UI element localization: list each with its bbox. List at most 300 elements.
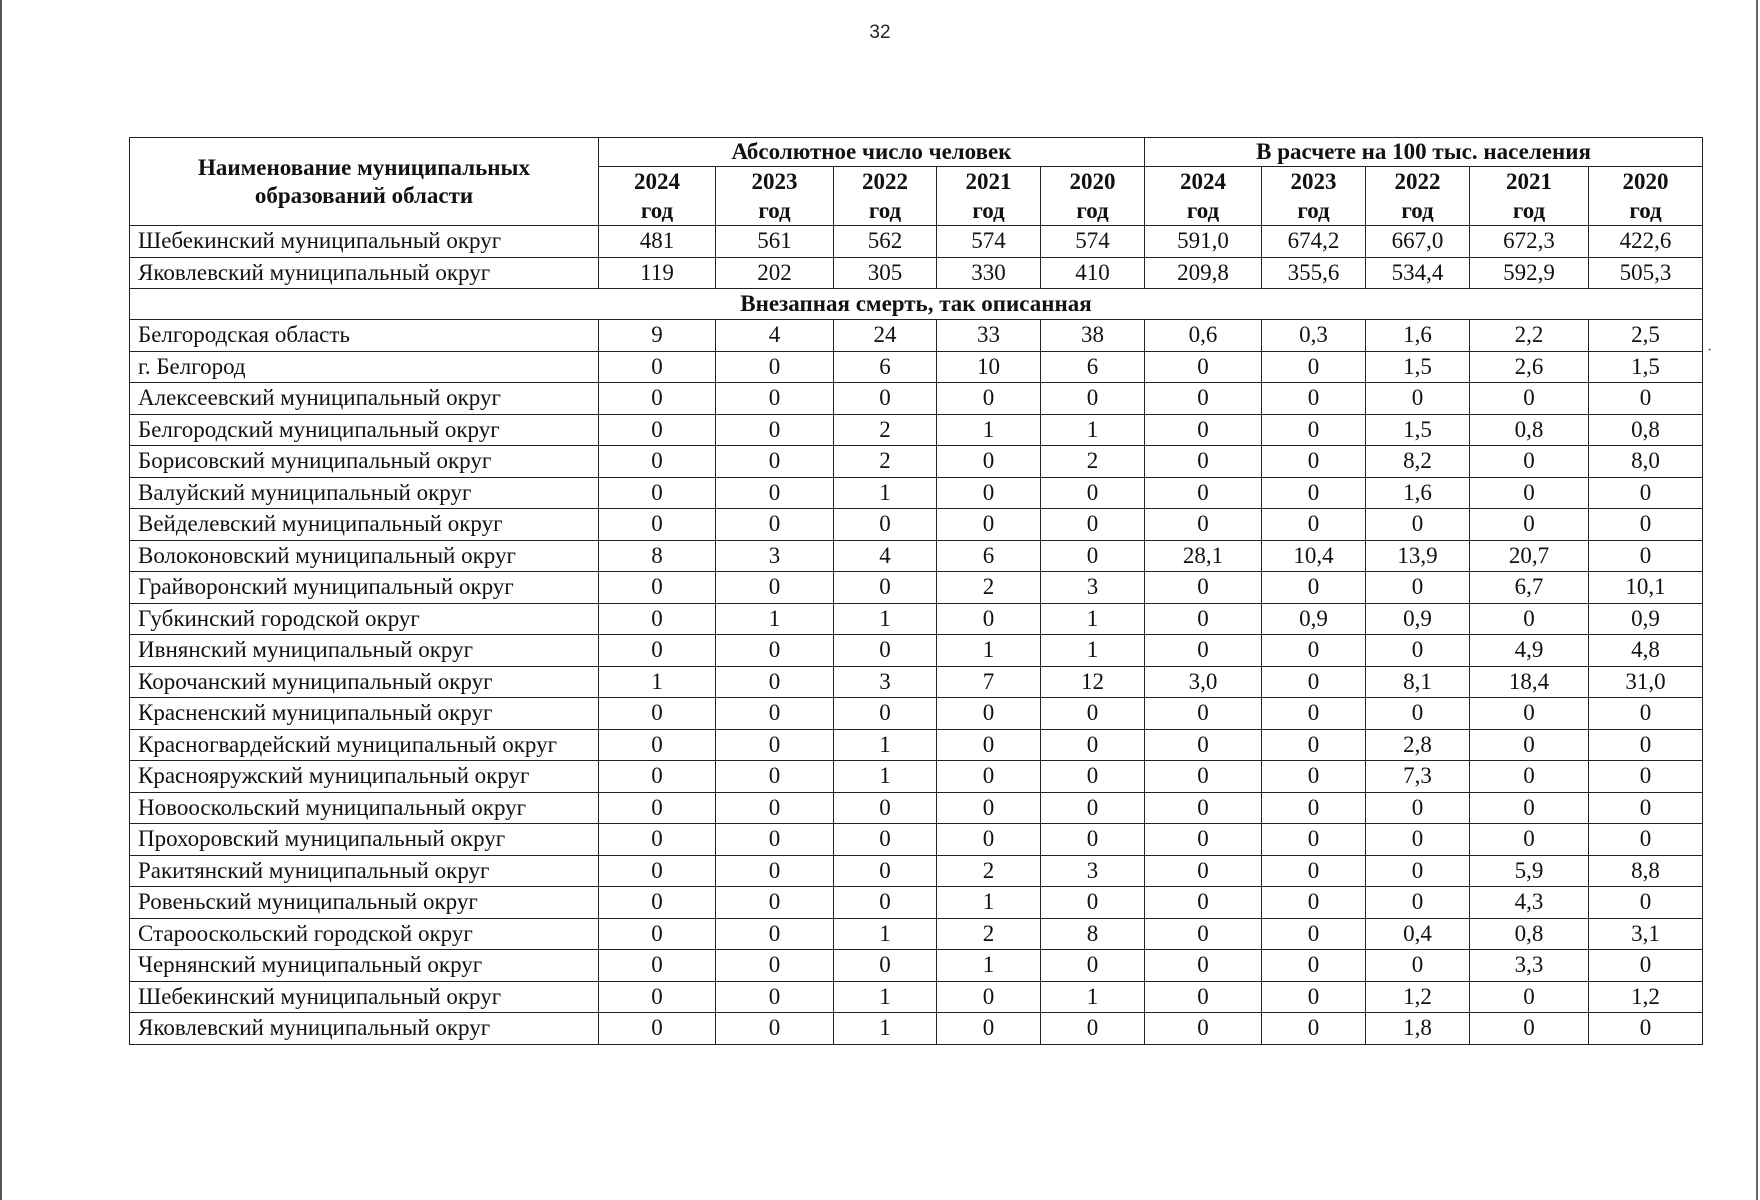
value-cell: 0 (1041, 1013, 1145, 1045)
year-word: год (1297, 198, 1330, 223)
value-cell: 0 (1262, 761, 1366, 793)
value-cell: 1 (834, 603, 937, 635)
year-word: год (1512, 198, 1546, 223)
value-cell: 8,1 (1366, 666, 1470, 698)
value-cell: 0 (716, 729, 834, 761)
value-cell: 28,1 (1145, 540, 1262, 572)
value-cell: 0 (1041, 887, 1145, 919)
year-word: год (1629, 198, 1662, 223)
value-cell: 534,4 (1366, 257, 1470, 289)
value-cell: 0 (1366, 824, 1470, 856)
value-cell: 0 (1589, 761, 1703, 793)
table-row (130, 540, 1703, 572)
value-cell: 0 (716, 950, 834, 982)
value-cell: 2 (937, 572, 1041, 604)
table-row (130, 414, 1703, 446)
year-header-absolute (937, 167, 1041, 226)
municipality-name-cell: г. Белгород (130, 351, 599, 383)
value-cell: 0 (1262, 635, 1366, 667)
value-cell: 8 (599, 540, 716, 572)
year-word: год (1401, 198, 1434, 223)
statistics-table (129, 137, 1703, 1045)
value-cell: 0 (1366, 698, 1470, 730)
value-cell: 1 (834, 477, 937, 509)
year-header-per-100k (1262, 167, 1366, 226)
value-cell: 6 (937, 540, 1041, 572)
year-header-per-100k (1366, 167, 1470, 226)
municipality-name-cell: Вейделевский муниципальный округ (130, 509, 599, 541)
value-cell: 1,5 (1366, 351, 1470, 383)
table-row (130, 729, 1703, 761)
value-cell: 0 (1145, 887, 1262, 919)
value-cell: 0 (1589, 383, 1703, 415)
value-cell: 0 (1470, 824, 1589, 856)
value-cell: 3,0 (1145, 666, 1262, 698)
municipality-name-cell: Яковлевский муниципальный округ (130, 257, 599, 289)
value-cell: 0 (1262, 1013, 1366, 1045)
value-cell: 305 (834, 257, 937, 289)
value-cell: 0 (599, 981, 716, 1013)
section-title: Внезапная смерть, так описанная (130, 289, 1703, 320)
value-cell: 9 (599, 320, 716, 352)
value-cell: 0 (1589, 477, 1703, 509)
municipality-name-cell: Ивнянский муниципальный округ (130, 635, 599, 667)
value-cell: 0,8 (1470, 414, 1589, 446)
value-cell: 0 (1366, 572, 1470, 604)
value-cell: 0 (1145, 855, 1262, 887)
value-cell: 0 (1262, 666, 1366, 698)
value-cell: 0 (1470, 509, 1589, 541)
table-row (130, 761, 1703, 793)
table-header (130, 138, 1703, 226)
value-cell: 0,8 (1589, 414, 1703, 446)
scan-right-edge (1756, 0, 1758, 1200)
table-row (130, 509, 1703, 541)
value-cell: 0 (1262, 887, 1366, 919)
value-cell: 574 (937, 226, 1041, 258)
value-cell: 0 (1470, 446, 1589, 478)
value-cell: 0 (1145, 572, 1262, 604)
value-cell: 0 (599, 918, 716, 950)
table-row (130, 1013, 1703, 1045)
value-cell: 0 (1470, 383, 1589, 415)
value-cell: 0 (1262, 729, 1366, 761)
value-cell: 0 (599, 824, 716, 856)
value-cell: 0 (834, 635, 937, 667)
value-cell: 3 (1041, 855, 1145, 887)
value-cell: 0 (1366, 887, 1470, 919)
year-header-per-100k (1589, 167, 1703, 226)
value-cell: 0 (1470, 981, 1589, 1013)
value-cell: 3 (716, 540, 834, 572)
value-cell: 0 (716, 824, 834, 856)
value-cell: 0 (716, 414, 834, 446)
value-cell: 0 (1041, 824, 1145, 856)
year-word: год (1076, 198, 1109, 223)
value-cell: 355,6 (1262, 257, 1366, 289)
table-row (130, 257, 1703, 289)
year-word: год (640, 198, 674, 223)
table-row (130, 855, 1703, 887)
table-row (130, 383, 1703, 415)
value-cell: 12 (1041, 666, 1145, 698)
per-100k-group-header: В расчете на 100 тыс. населения (1145, 138, 1703, 167)
municipality-name-cell: Шебекинский муниципальный округ (130, 981, 599, 1013)
value-cell: 0 (716, 635, 834, 667)
value-cell: 1,5 (1589, 351, 1703, 383)
table-row (130, 320, 1703, 352)
value-cell: 3 (1041, 572, 1145, 604)
value-cell: 0 (1589, 509, 1703, 541)
value-cell: 0 (1589, 1013, 1703, 1045)
value-cell: 0 (1366, 509, 1470, 541)
value-cell: 0 (1145, 1013, 1262, 1045)
value-cell: 8,0 (1589, 446, 1703, 478)
value-cell: 2,6 (1470, 351, 1589, 383)
section-row (130, 289, 1703, 320)
value-cell: 0,3 (1262, 320, 1366, 352)
value-cell: 0,4 (1366, 918, 1470, 950)
value-cell: 505,3 (1589, 257, 1703, 289)
value-cell: 0 (599, 351, 716, 383)
value-cell: 0 (1262, 414, 1366, 446)
value-cell: 1 (1041, 603, 1145, 635)
value-cell: 562 (834, 226, 937, 258)
value-cell: 0 (599, 729, 716, 761)
value-cell: 1 (1041, 414, 1145, 446)
value-cell: 10,4 (1262, 540, 1366, 572)
value-cell: 0 (716, 351, 834, 383)
year-header-absolute (834, 167, 937, 226)
value-cell: 13,9 (1366, 540, 1470, 572)
value-cell: 1 (937, 635, 1041, 667)
name-header-line-2: образований области (254, 182, 474, 208)
scan-left-edge (0, 0, 2, 1200)
year-label: 2023 (751, 169, 798, 194)
value-cell: 0 (937, 509, 1041, 541)
value-cell: 0 (1145, 824, 1262, 856)
value-cell: 0 (1470, 729, 1589, 761)
table-row (130, 666, 1703, 698)
value-cell: 0 (1145, 981, 1262, 1013)
value-cell: 0 (599, 635, 716, 667)
municipality-name-cell: Чернянский муниципальный округ (130, 950, 599, 982)
value-cell: 574 (1041, 226, 1145, 258)
value-cell: 0 (599, 509, 716, 541)
value-cell: 0 (1145, 792, 1262, 824)
value-cell: 0 (599, 887, 716, 919)
value-cell: 3,3 (1470, 950, 1589, 982)
value-cell: 7 (937, 666, 1041, 698)
value-cell: 0 (1145, 477, 1262, 509)
value-cell: 33 (937, 320, 1041, 352)
table-row (130, 351, 1703, 383)
value-cell: 2 (937, 855, 1041, 887)
municipality-name-cell: Старооскольский городской округ (130, 918, 599, 950)
municipality-name-cell: Белгородский муниципальный округ (130, 414, 599, 446)
value-cell: 0 (716, 698, 834, 730)
value-cell: 18,4 (1470, 666, 1589, 698)
value-cell: 0 (599, 698, 716, 730)
value-cell: 0 (1589, 824, 1703, 856)
scan-speck: · (1707, 342, 1713, 359)
value-cell: 0 (1145, 414, 1262, 446)
value-cell: 0 (1041, 698, 1145, 730)
value-cell: 1 (834, 729, 937, 761)
value-cell: 0 (1262, 572, 1366, 604)
value-cell: 0 (1041, 729, 1145, 761)
value-cell: 0 (599, 477, 716, 509)
table-row (130, 226, 1703, 258)
value-cell: 0 (937, 1013, 1041, 1045)
municipality-name-cell: Валуйский муниципальный округ (130, 477, 599, 509)
value-cell: 0 (599, 446, 716, 478)
value-cell: 20,7 (1470, 540, 1589, 572)
table-row (130, 950, 1703, 982)
value-cell: 0 (1041, 950, 1145, 982)
value-cell: 0 (937, 698, 1041, 730)
municipality-name-cell: Губкинский городской округ (130, 603, 599, 635)
value-cell: 1,8 (1366, 1013, 1470, 1045)
value-cell: 0 (937, 446, 1041, 478)
value-cell: 0 (1470, 698, 1589, 730)
value-cell: 119 (599, 257, 716, 289)
value-cell: 1 (1041, 635, 1145, 667)
value-cell: 10,1 (1589, 572, 1703, 604)
page-number: 32 (869, 22, 891, 43)
value-cell: 0 (1041, 792, 1145, 824)
year-header-absolute (599, 167, 716, 226)
table-row (130, 792, 1703, 824)
value-cell: 0 (834, 887, 937, 919)
value-cell: 591,0 (1145, 226, 1262, 258)
year-label: 2022 (1394, 169, 1441, 194)
value-cell: 0 (937, 729, 1041, 761)
value-cell: 4,9 (1470, 635, 1589, 667)
value-cell: 0 (1366, 792, 1470, 824)
value-cell: 0 (1145, 351, 1262, 383)
value-cell: 0 (599, 1013, 716, 1045)
year-label: 2023 (1290, 169, 1337, 194)
year-header-per-100k (1145, 167, 1262, 226)
municipality-name-cell: Краснояружский муниципальный округ (130, 761, 599, 793)
value-cell: 0 (716, 477, 834, 509)
value-cell: 0 (716, 761, 834, 793)
value-cell: 0 (599, 855, 716, 887)
year-word: год (1186, 198, 1220, 223)
value-cell: 0,8 (1470, 918, 1589, 950)
value-cell: 1,6 (1366, 477, 1470, 509)
value-cell: 0 (834, 824, 937, 856)
value-cell: 38 (1041, 320, 1145, 352)
value-cell: 0 (834, 950, 937, 982)
value-cell: 0 (599, 383, 716, 415)
table-row (130, 698, 1703, 730)
value-cell: 0 (1366, 950, 1470, 982)
value-cell: 0 (1262, 509, 1366, 541)
value-cell: 4,8 (1589, 635, 1703, 667)
value-cell: 4,3 (1470, 887, 1589, 919)
value-cell: 0 (1145, 509, 1262, 541)
absolute-count-group-header: Абсолютное число человек (599, 138, 1145, 167)
value-cell: 0 (1262, 698, 1366, 730)
municipality-name-cell: Борисовский муниципальный округ (130, 446, 599, 478)
value-cell: 1,5 (1366, 414, 1470, 446)
year-word: год (758, 198, 791, 223)
value-cell: 0 (834, 509, 937, 541)
value-cell: 209,8 (1145, 257, 1262, 289)
value-cell: 0 (1262, 981, 1366, 1013)
value-cell: 0 (1589, 950, 1703, 982)
value-cell: 0 (1366, 855, 1470, 887)
value-cell: 8,2 (1366, 446, 1470, 478)
value-cell: 2 (834, 414, 937, 446)
municipality-name-cell: Новооскольский муниципальный округ (130, 792, 599, 824)
municipality-name-cell: Грайворонский муниципальный округ (130, 572, 599, 604)
value-cell: 24 (834, 320, 937, 352)
year-word: год (972, 198, 1005, 223)
value-cell: 1 (1041, 981, 1145, 1013)
value-cell: 0 (1589, 887, 1703, 919)
value-cell: 0 (1262, 792, 1366, 824)
municipality-column-header (130, 138, 599, 226)
value-cell: 1 (937, 414, 1041, 446)
table-row (130, 572, 1703, 604)
value-cell: 0 (1589, 792, 1703, 824)
value-cell: 0 (1145, 729, 1262, 761)
value-cell: 0 (716, 792, 834, 824)
municipality-name-cell: Яковлевский муниципальный округ (130, 1013, 599, 1045)
year-label: 2021 (1506, 169, 1552, 194)
value-cell: 0 (834, 698, 937, 730)
value-cell: 0 (599, 761, 716, 793)
value-cell: 4 (716, 320, 834, 352)
year-label: 2022 (862, 169, 908, 194)
table-row (130, 635, 1703, 667)
year-word: год (868, 198, 902, 223)
value-cell: 561 (716, 226, 834, 258)
value-cell: 0 (1470, 792, 1589, 824)
year-label: 2024 (634, 169, 680, 194)
value-cell: 0 (716, 855, 834, 887)
value-cell: 202 (716, 257, 834, 289)
value-cell: 0 (716, 1013, 834, 1045)
table-row (130, 918, 1703, 950)
value-cell: 3,1 (1589, 918, 1703, 950)
value-cell: 0 (716, 446, 834, 478)
value-cell: 0 (1262, 824, 1366, 856)
year-header-absolute (1041, 167, 1145, 226)
value-cell: 0 (1041, 761, 1145, 793)
value-cell: 2,8 (1366, 729, 1470, 761)
value-cell: 0,9 (1589, 603, 1703, 635)
value-cell: 1 (599, 666, 716, 698)
table-row (130, 887, 1703, 919)
value-cell: 0 (1041, 383, 1145, 415)
value-cell: 0 (1145, 698, 1262, 730)
value-cell: 0 (937, 824, 1041, 856)
value-cell: 6,7 (1470, 572, 1589, 604)
value-cell: 1,2 (1589, 981, 1703, 1013)
value-cell: 1 (834, 761, 937, 793)
name-header-line-1: Наименование муниципальных (198, 154, 530, 180)
table-body (130, 226, 1703, 1045)
value-cell: 0 (834, 855, 937, 887)
value-cell: 0 (716, 887, 834, 919)
value-cell: 0 (937, 603, 1041, 635)
value-cell: 0 (716, 918, 834, 950)
value-cell: 0 (599, 603, 716, 635)
year-label: 2021 (965, 169, 1012, 194)
value-cell: 0 (1262, 383, 1366, 415)
value-cell: 0 (1470, 603, 1589, 635)
value-cell: 6 (834, 351, 937, 383)
municipality-name-cell: Волоконовский муниципальный округ (130, 540, 599, 572)
value-cell: 0 (1145, 761, 1262, 793)
value-cell: 2 (1041, 446, 1145, 478)
value-cell: 0 (937, 477, 1041, 509)
value-cell: 2,2 (1470, 320, 1589, 352)
municipality-name-cell: Красногвардейский муниципальный округ (130, 729, 599, 761)
value-cell: 1 (937, 950, 1041, 982)
value-cell: 0 (1041, 509, 1145, 541)
value-cell: 1,2 (1366, 981, 1470, 1013)
value-cell: 0 (937, 383, 1041, 415)
year-header-absolute (716, 167, 834, 226)
value-cell: 0 (1145, 383, 1262, 415)
year-label: 2020 (1622, 169, 1669, 194)
value-cell: 410 (1041, 257, 1145, 289)
municipality-name-cell: Алексеевский муниципальный округ (130, 383, 599, 415)
value-cell: 3 (834, 666, 937, 698)
value-cell: 1 (834, 918, 937, 950)
table-row (130, 824, 1703, 856)
value-cell: 0 (1589, 698, 1703, 730)
municipality-name-cell: Белгородская область (130, 320, 599, 352)
value-cell: 667,0 (1366, 226, 1470, 258)
value-cell: 0 (1041, 540, 1145, 572)
value-cell: 2,5 (1589, 320, 1703, 352)
value-cell: 31,0 (1589, 666, 1703, 698)
value-cell: 2 (937, 918, 1041, 950)
value-cell: 8,8 (1589, 855, 1703, 887)
value-cell: 0 (1145, 446, 1262, 478)
value-cell: 0 (1262, 918, 1366, 950)
municipality-name-cell: Шебекинский муниципальный округ (130, 226, 599, 258)
value-cell: 0 (834, 792, 937, 824)
value-cell: 1,6 (1366, 320, 1470, 352)
value-cell: 0,9 (1366, 603, 1470, 635)
value-cell: 8 (1041, 918, 1145, 950)
value-cell: 0 (937, 761, 1041, 793)
municipality-name-cell: Красненский муниципальный округ (130, 698, 599, 730)
value-cell: 0 (1262, 351, 1366, 383)
value-cell: 0,9 (1262, 603, 1366, 635)
value-cell: 0 (834, 572, 937, 604)
value-cell: 4 (834, 540, 937, 572)
value-cell: 0 (1262, 950, 1366, 982)
value-cell: 0 (599, 572, 716, 604)
year-label: 2020 (1069, 169, 1116, 194)
year-header-per-100k (1470, 167, 1589, 226)
value-cell: 0 (1145, 918, 1262, 950)
value-cell: 0 (1470, 761, 1589, 793)
table-row (130, 446, 1703, 478)
value-cell: 0 (599, 792, 716, 824)
year-label: 2024 (1180, 169, 1226, 194)
municipality-name-cell: Ровеньский муниципальный округ (130, 887, 599, 919)
value-cell: 5,9 (1470, 855, 1589, 887)
